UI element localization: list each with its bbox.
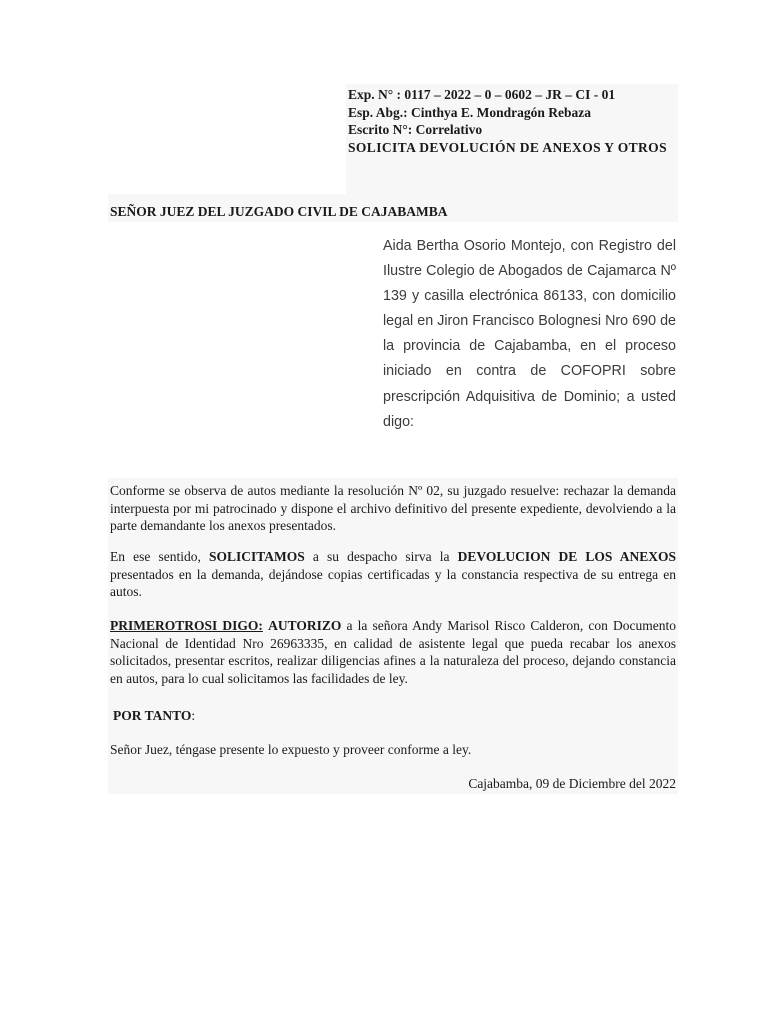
specialist: Esp. Abg.: Cinthya E. Mondragón Rebaza	[348, 104, 592, 120]
closing-request: Señor Juez, téngase presente lo expuesto y proveer conforme a ley.	[110, 742, 472, 757]
otrosi-keyword: AUTORIZO	[268, 618, 342, 633]
request-keyword: SOLICITAMOS	[208, 549, 305, 564]
case-header	[348, 86, 676, 156]
paragraph-resolution: Conforme se observa de autos mediante la resolución Nº 02, su juzgado resuelve: rechazar la demanda interpuesta por mi patrocinado y dispone el archivo definitivo del presente expediente, devolviendo a la parte demandante los anexos presentados.	[110, 483, 676, 533]
otrosi-heading: PRIMEROTROSI DIGO:	[110, 618, 263, 633]
case-number: Exp. N° : 0117 – 2022 – 0 – 0602 – JR – CI - 01	[348, 87, 616, 102]
otrosi-text: a la señora Andy Marisol Risco Calderon, con Documento Nacional de Identidad Nro 26963335, en calidad de asistente legal que pueda recabar los anexos solicitados, presentar escritos, realizar diligencias afines a la naturaleza del proceso, dejando constancia en autos, para lo cual solicitamos las facilidades de ley.	[110, 618, 677, 686]
request-text-3: presentados en la demanda, dejándose copias certificadas y la constancia respectiva de su entrega en autos.	[110, 566, 676, 599]
por-tanto-colon: :	[191, 708, 196, 723]
request-text-1: En ese sentido,	[110, 549, 209, 564]
paragraph-request	[110, 548, 676, 601]
intro-paragraph: Aida Bertha Osorio Montejo, con Registro del Ilustre Colegio de Abogados de Cajamarca Nº 139 y casilla electrónica 86133, con domicilio legal en Jiron Francisco Bolognesi Nro 690 de la provincia de Cajabamba, en el proceso iniciado en contra de COFOPRI sobre prescripción Adquisitiva de Dominio; a usted digo:	[383, 238, 676, 430]
place-date: Cajabamba, 09 de Diciembre del 2022	[468, 776, 676, 791]
por-tanto	[110, 707, 676, 725]
addressee: SEÑOR JUEZ DEL JUZGADO CIVIL DE CAJABAMBA	[110, 204, 448, 219]
por-tanto-label: POR TANTO	[113, 708, 192, 723]
request-text-2: a su despacho sirva la	[304, 549, 458, 564]
filing-subject: SOLICITA DEVOLUCIÓN DE ANEXOS Y OTROS	[348, 139, 667, 155]
request-object: DEVOLUCION DE LOS ANEXOS	[457, 549, 676, 564]
paragraph-otrosi	[110, 617, 676, 687]
filing-number: Escrito N°: Correlativo	[348, 122, 483, 137]
